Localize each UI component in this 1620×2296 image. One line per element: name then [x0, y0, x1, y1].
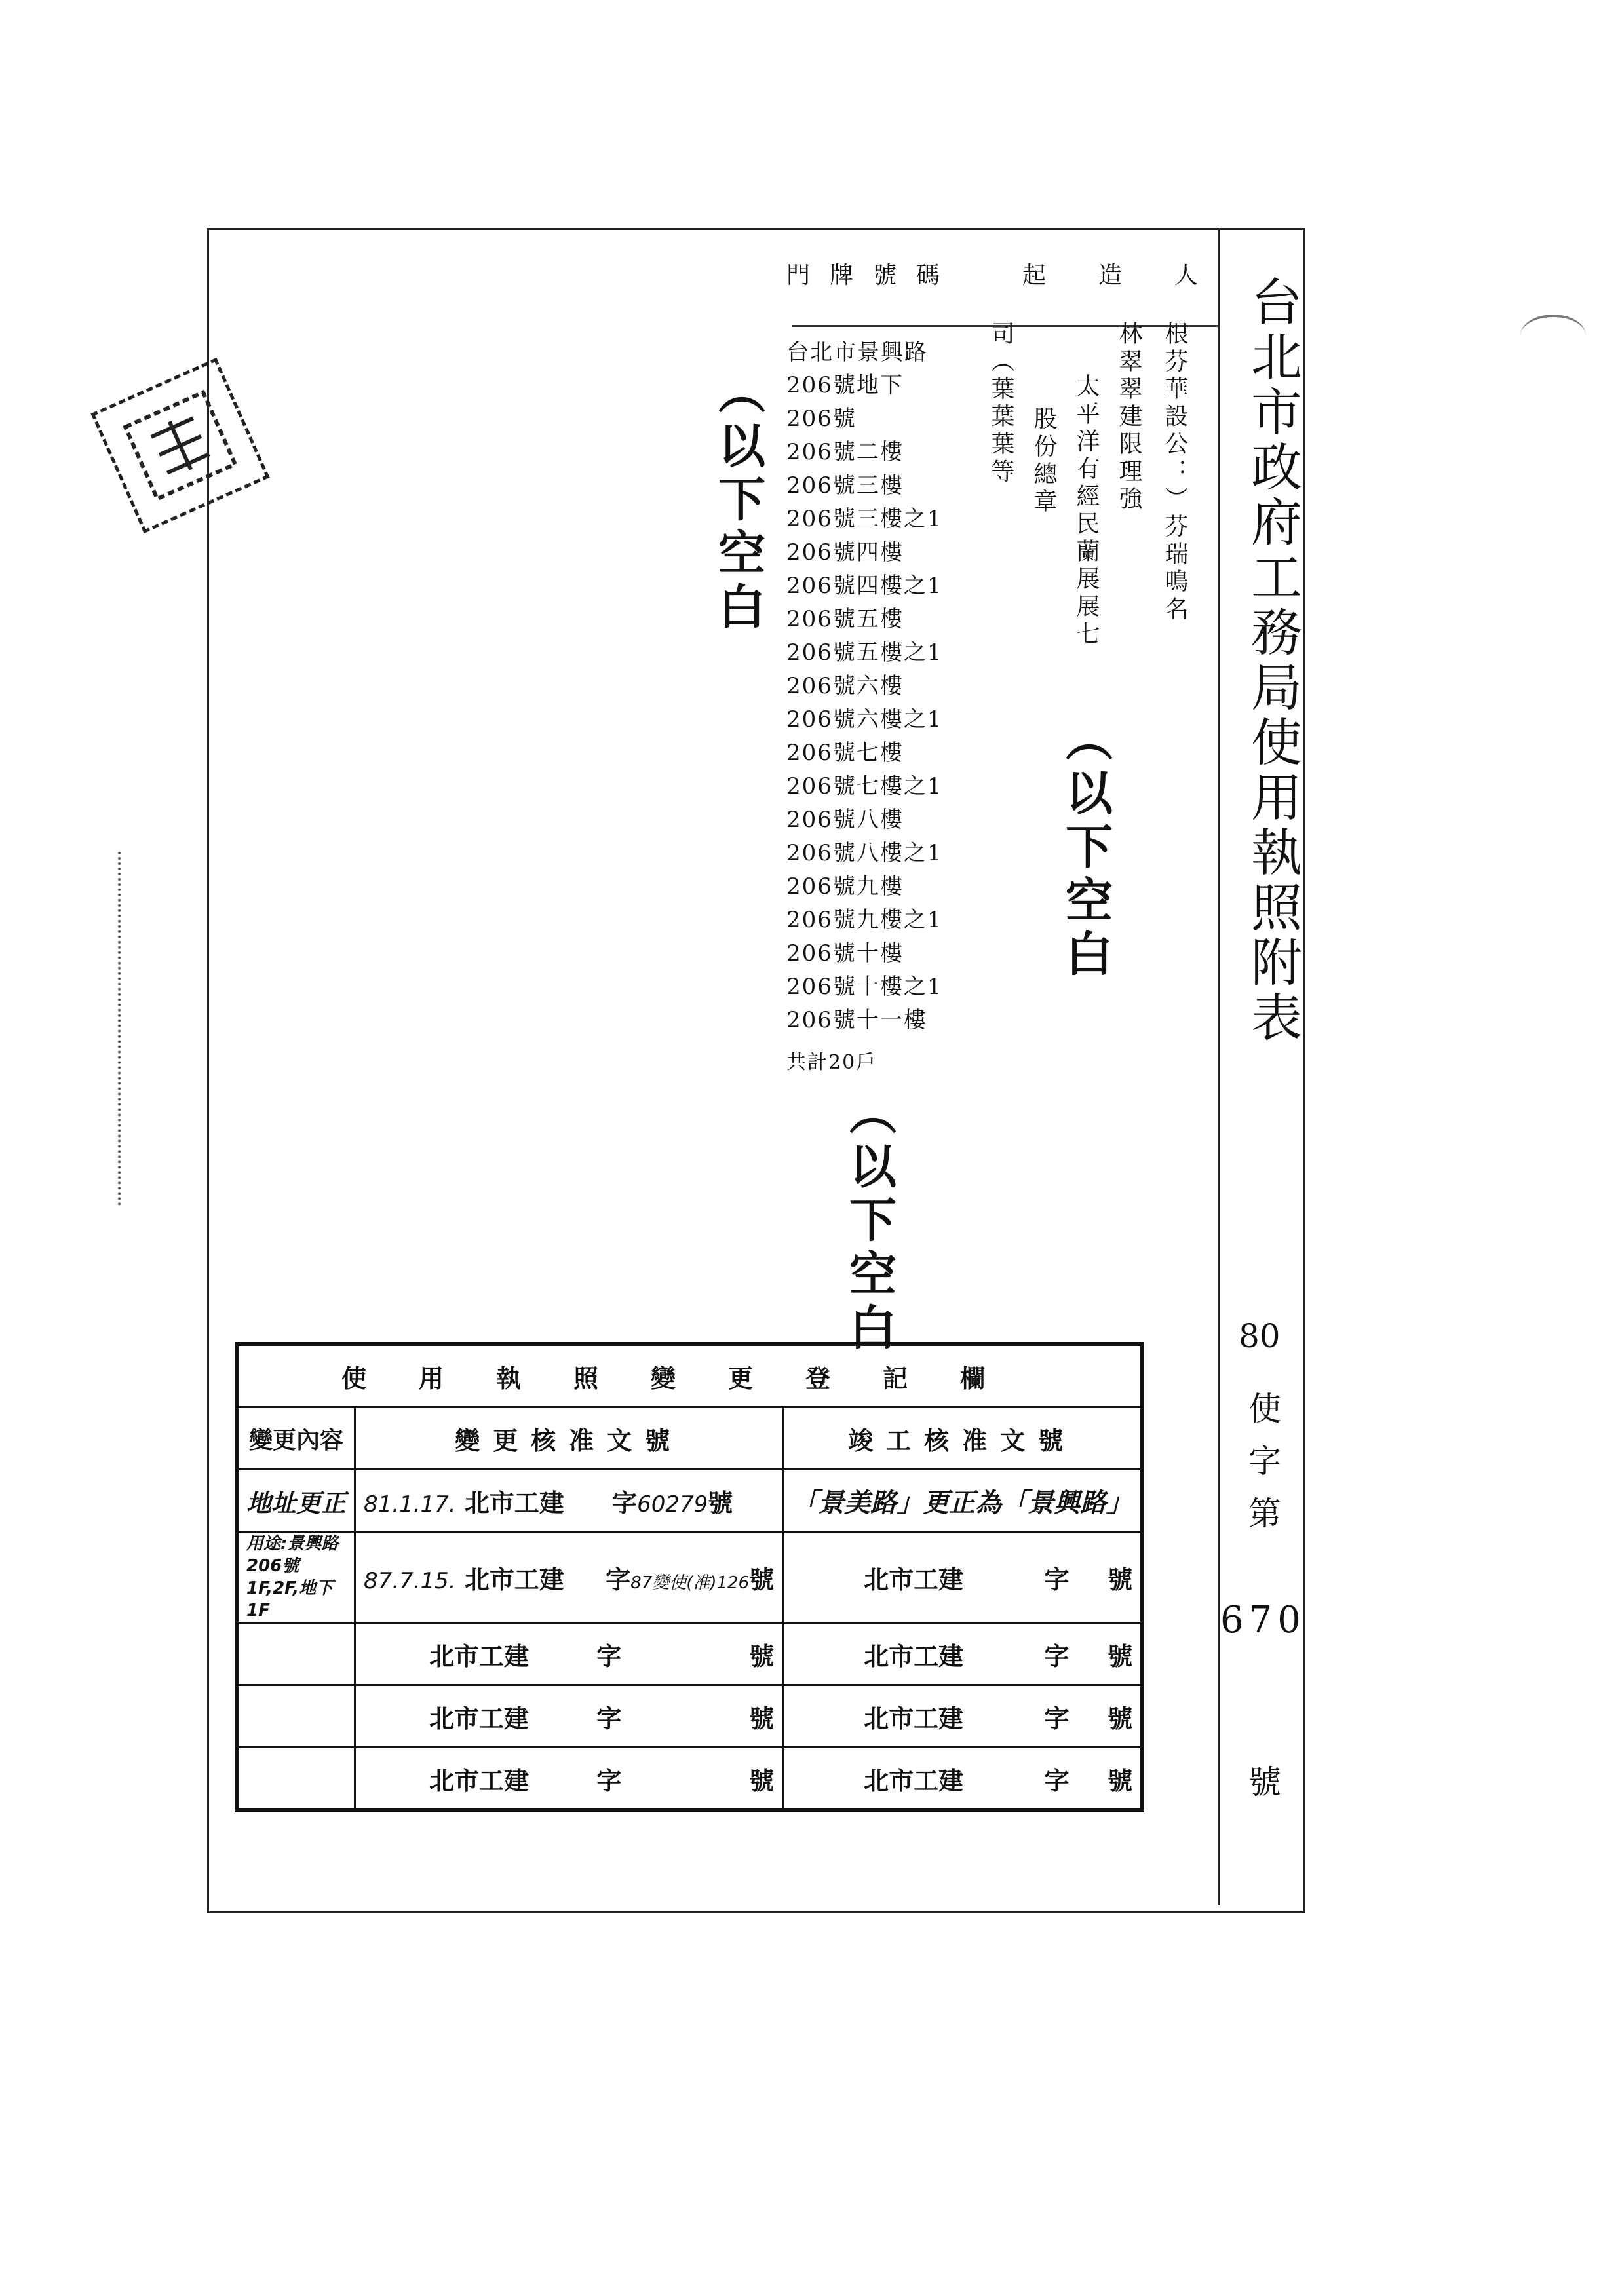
completion-office: 北市工建: [864, 1765, 964, 1795]
row-completion-approval: 「景美路」更正為「景興路」: [783, 1470, 1143, 1532]
address-line: 206號十樓之1: [786, 974, 943, 1000]
address-line: 206號九樓之1: [786, 907, 943, 933]
title-divider: [1218, 228, 1220, 1905]
license-char-3: 第: [1248, 1495, 1281, 1533]
table-row: [237, 1470, 1142, 1532]
scan-noise-mark: [1520, 315, 1586, 356]
license-number: 670: [1220, 1599, 1306, 1641]
change-char: 字: [596, 1765, 622, 1795]
completion-suffix: 號: [1108, 1564, 1133, 1594]
completion-suffix: 號: [1108, 1765, 1133, 1795]
completion-char: 字: [1044, 1703, 1070, 1733]
blank-mark-3: （以下空白: [841, 1088, 897, 1356]
change-office: 北市工建: [464, 1564, 564, 1594]
change-log-table: [235, 1342, 1144, 1812]
row-content: 用途:景興路206號1F,2F,地下1F: [237, 1532, 355, 1623]
completion-office: 北市工建: [864, 1564, 964, 1594]
address-line: 206號地下: [786, 372, 904, 398]
address-line: 206號五樓: [786, 606, 904, 632]
address-line: 206號四樓之1: [786, 573, 943, 599]
row-change-approval: [355, 1470, 783, 1532]
total-units: 共計20戶: [786, 1051, 878, 1074]
address-line: 206號三樓: [786, 472, 904, 499]
builder-column-1: 根芬華設公：）芬瑞鳴名: [1161, 321, 1188, 624]
table-row: [237, 1685, 1142, 1748]
row-content: [237, 1685, 355, 1748]
col-completion-approval-header: 竣工核准文號: [783, 1407, 1143, 1470]
address-line: 206號十樓: [786, 940, 904, 966]
address-line: 206號六樓: [786, 673, 904, 699]
row-change-approval: [355, 1623, 783, 1685]
address-line: 206號九樓: [786, 873, 904, 900]
completion-office: 北市工建: [864, 1703, 964, 1733]
row-change-approval: [355, 1748, 783, 1811]
license-suffix: 號: [1248, 1763, 1281, 1801]
completion-char: 字: [1044, 1641, 1070, 1671]
col-content-header: 變更內容: [237, 1407, 355, 1470]
change-suffix: 號: [708, 1487, 733, 1518]
table-row: [237, 1532, 1142, 1623]
builder-column-2: 林翠翠建限理強: [1115, 321, 1142, 514]
change-char: 字: [612, 1487, 638, 1518]
completion-char: 字: [1044, 1765, 1070, 1795]
completion-suffix: 號: [1108, 1641, 1133, 1671]
change-suffix: 號: [749, 1703, 775, 1733]
row-completion-approval: [783, 1532, 1143, 1623]
row-content: 地址更正: [237, 1470, 355, 1532]
address-line: 206號十一樓: [786, 1007, 927, 1033]
change-log-title: 使用執照變更登記欄: [237, 1344, 1142, 1407]
address-line: 206號二樓: [786, 439, 904, 465]
license-char-2: 字: [1248, 1442, 1281, 1480]
change-number: 87變使(准)126: [630, 1573, 750, 1593]
row-completion-approval: [783, 1623, 1143, 1685]
license-char-1: 使: [1248, 1390, 1281, 1428]
address-line: 206號八樓之1: [786, 840, 943, 866]
change-office: 北市工建: [464, 1487, 564, 1518]
col-change-approval-header: 變更核准文號: [355, 1407, 783, 1470]
row-change-approval: [355, 1532, 783, 1623]
builder-header: 起造人: [1022, 262, 1251, 289]
change-char: 字: [596, 1703, 622, 1733]
change-char: 字: [596, 1641, 622, 1671]
change-suffix: 號: [749, 1641, 775, 1671]
license-year: 80: [1239, 1317, 1281, 1355]
table-row: [237, 1748, 1142, 1811]
completion-office: 北市工建: [864, 1641, 964, 1671]
scan-noise-mark: [118, 852, 127, 1206]
row-completion-approval: [783, 1748, 1143, 1811]
change-office: 北市工建: [429, 1703, 530, 1733]
change-office: 北市工建: [429, 1641, 530, 1671]
builder-column-5: 司（葉葉葉等: [988, 321, 1014, 486]
builder-column-3: 太平洋有經民蘭展展七: [1073, 373, 1100, 649]
form-title: 台北市政府工務局使用執照附表: [1243, 275, 1302, 1046]
address-line: 206號七樓: [786, 740, 904, 766]
change-suffix: 號: [749, 1765, 775, 1795]
change-suffix: 號: [749, 1564, 775, 1594]
address-line: 206號三樓之1: [786, 506, 943, 532]
row-content: [237, 1623, 355, 1685]
change-date: 81.1.17.: [364, 1491, 456, 1518]
address-line: 206號四樓: [786, 539, 904, 565]
row-completion-approval: [783, 1685, 1143, 1748]
row-change-approval: [355, 1685, 783, 1748]
address-line: 206號八樓: [786, 807, 904, 833]
change-date: 87.7.15.: [364, 1567, 456, 1594]
address-line: 206號七樓之1: [786, 773, 943, 799]
builder-column-4: 股份總章: [1030, 406, 1057, 516]
address-line: 206號六樓之1: [786, 706, 943, 733]
completion-suffix: 號: [1108, 1703, 1133, 1733]
blank-mark-2: （以下空白: [1058, 714, 1113, 983]
blank-mark-1: （以下空白: [710, 367, 765, 636]
change-number: 60279: [637, 1491, 708, 1518]
row-content: [237, 1748, 355, 1811]
address-line: 206號五樓之1: [786, 640, 943, 666]
table-row: [237, 1623, 1142, 1685]
change-office: 北市工建: [429, 1765, 530, 1795]
change-char: 字: [606, 1564, 631, 1594]
seal-icon: [117, 384, 244, 508]
door-number-header: 門牌號碼: [786, 262, 960, 289]
address-line: 206號: [786, 406, 857, 432]
address-header: 台北市景興路: [786, 339, 928, 366]
completion-char: 字: [1044, 1564, 1070, 1594]
